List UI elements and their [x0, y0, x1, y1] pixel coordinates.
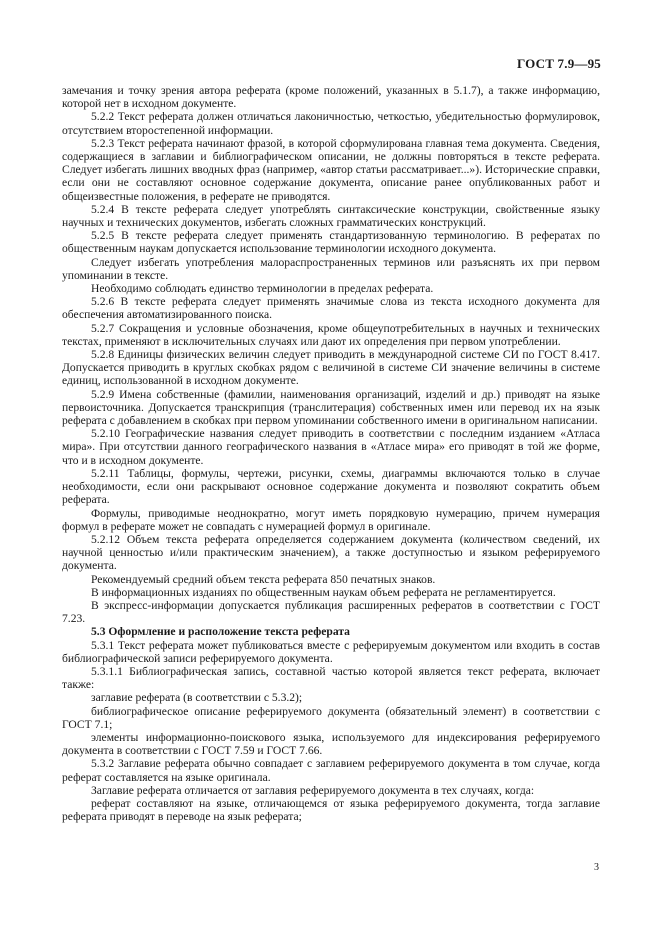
paragraph-5-3-1-1: 5.3.1.1 Библиографическая запись, составной частью которой является текст реферата, включает также: — [62, 664, 600, 692]
paragraph-5-2-3: 5.2.3 Текст реферата начинают фразой, в которой сформулирована главная тема документа. Сведения, содержащиеся в заглавии и библиографическом описании, не должны повторяться в тексте реферата. Следует избегать лишних вводных фраз (например, «автор статьи рассматривает...»). Исторические справки, если они не составляют основное содержание документа, описание ранее опубликованных работ и общеизвестные положения, в реферате не приводятся. — [62, 136, 600, 203]
paragraph: Заглавие реферата отличается от заглавия реферируемого документа в тех случаях, когда: — [91, 783, 535, 797]
paragraph-5-2-9: 5.2.9 Имена собственные (фамилии, наименования организаций, изделий и др.) приводят на языке первоисточника. Допускается транскрипция (транслитерация) собственных имен или перевод их на язык реферата с добавлением в скобках при первом упоминании собственного имени в оригинальном написании. — [62, 387, 600, 428]
paragraph-5-2-6: 5.2.6 В тексте реферата следует применять значимые слова из текста исходного документа для обеспечения автоматизированного поиска. — [62, 295, 600, 322]
paragraph: Формулы, приводимые неоднократно, могут иметь порядковую нумерацию, причем нумерация формул в реферате может не совпадать с нумерацией формул в оригинале. — [62, 506, 600, 533]
paragraph-continuation: замечания и точку зрения автора реферата (кроме положений, указанных в 5.1.7), а также информацию, которой нет в исходном документе. — [62, 84, 600, 111]
section-heading-5-3: 5.3 Оформление и расположение текста реферата — [91, 625, 350, 639]
list-item: заглавие реферата (в соответствии с 5.3.2); — [91, 691, 303, 705]
paragraph: В информационных изданиях по общественным наукам объем реферата не регламентируется. — [91, 585, 556, 599]
paragraph-5-2-8: 5.2.8 Единицы физических величин следует приводить в международной системе СИ по ГОСТ 8.417. Допускается приводить в круглых скобках рядом с величиной в системе СИ значение величины в системе единиц, использованной в исходном документе. — [62, 348, 600, 388]
list-item: библиографическое описание реферируемого документа (обязательный элемент) в соответствии с ГОСТ 7.1; — [62, 704, 600, 731]
paragraph: В экспресс-информации допускается публикация расширенных рефератов в соответствии с ГОСТ 7.23. — [62, 598, 600, 626]
paragraph: Рекомендуемый средний объем текста реферата 850 печатных знаков. — [91, 572, 436, 586]
paragraph: Следует избегать употребления малораспространенных терминов или разъяснять их при первом упоминании в тексте. — [62, 255, 600, 282]
paragraph-5-2-5: 5.2.5 В тексте реферата следует применять стандартизованную терминологию. В рефератах по общественным наукам допускается использование терминологии исходного документа. — [62, 229, 600, 256]
paragraph-5-2-12: 5.2.12 Объем текста реферата определяется содержанием документа (количеством сведений, их научной ценностью и/или практическим значением), а также доступностью и языком реферируемого документа. — [62, 532, 600, 573]
paragraph: Необходимо соблюдать единство терминологии в пределах реферата. — [91, 282, 434, 296]
list-item: реферат составляют на языке, отличающемся от языка реферируемого документа, тогда заглавие реферата приводят в переводе на язык реферата; — [62, 796, 600, 824]
paragraph-5-2-10: 5.2.10 Географические названия следует приводить в соответствии с последним изданием «Атласа мира». При отсутствии данного географического названия в «Атласе мира» его приводят в той же форме, что и в исходном документе. — [62, 427, 600, 467]
paragraph-5-2-2: 5.2.2 Текст реферата должен отличаться лаконичностью, четкостью, убедительностью формулировок, отсутствием второстепенной информации. — [62, 110, 600, 137]
paragraph-5-2-11: 5.2.11 Таблицы, формулы, чертежи, рисунки, схемы, диаграммы включаются только в случае необходимости, если они раскрывают основное содержание документа и позволяют сократить объем реферата. — [62, 466, 600, 507]
document-id-header: ГОСТ 7.9—95 — [517, 56, 601, 71]
paragraph-5-3-1: 5.3.1 Текст реферата может публиковаться вместе с реферируемым документом или входить в состав библиографической записи реферируемого документа. — [62, 638, 600, 665]
page-body — [62, 84, 600, 823]
page-number: 3 — [594, 862, 599, 873]
paragraph-5-3-2: 5.3.2 Заглавие реферата обычно совпадает с заглавием реферируемого документа в том случае, когда реферат составляется на языке оригинала. — [62, 757, 600, 784]
paragraph-5-2-4: 5.2.4 В тексте реферата следует употреблять синтаксические конструкции, свойственные языку научных и технических документов, избегать сложных грамматических конструкций. — [62, 202, 600, 230]
list-item: элементы информационно-поискового языка, используемого для индексирования реферируемого документа в соответствии с ГОСТ 7.59 и ГОСТ 7.66. — [62, 730, 600, 758]
paragraph-5-2-7: 5.2.7 Сокращения и условные обозначения, кроме общеупотребительных в научных и технических текстах, применяют в исключительных случаях или дают их определения при первом употреблении. — [62, 321, 600, 348]
